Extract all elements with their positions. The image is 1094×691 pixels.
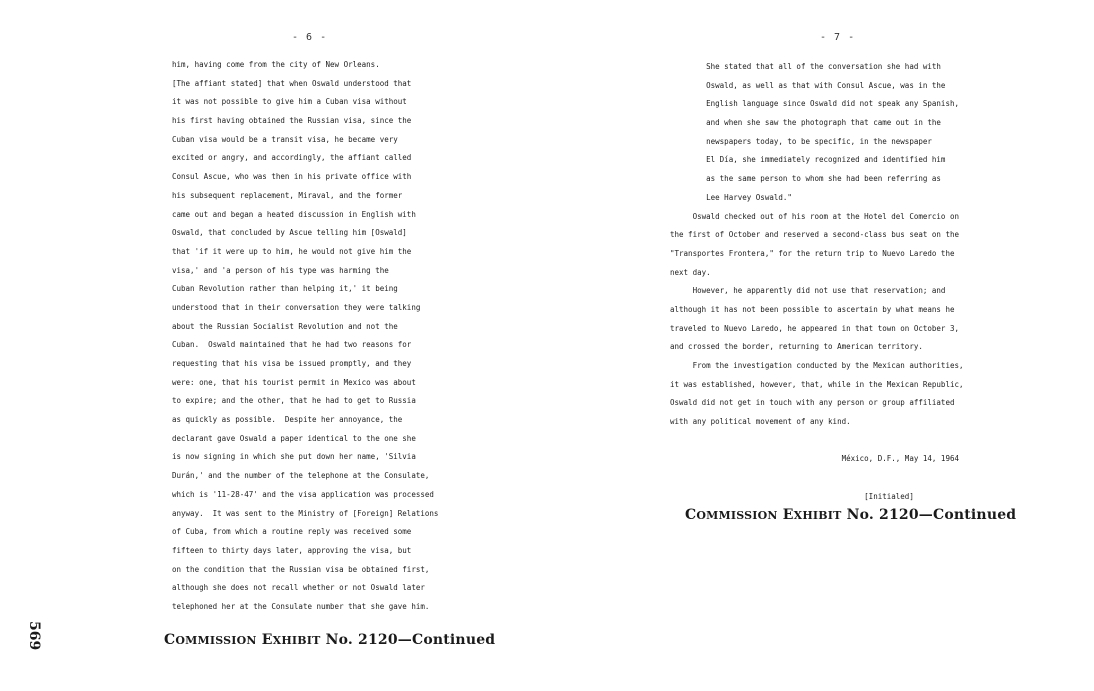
text-line: the first of October and reserved a second-class bus seat on the	[670, 230, 959, 240]
text-line: him, having come from the city of New Orleans.	[172, 60, 380, 69]
text-line: [The affiant stated] that when Oswald understood that	[172, 78, 412, 88]
text-line: Oswald checked out of his room at the Hotel del Comercio on	[670, 211, 959, 221]
text-line	[670, 469, 964, 488]
caption-rest: No. 2120—Continued	[841, 507, 1017, 523]
text-line: anyway. It was sent to the Ministry of [Foreign] Relations	[172, 508, 439, 518]
page-number-left: - 6 -	[292, 32, 328, 43]
text-line: declarant gave Oswald a paper identical to the one she	[172, 433, 416, 443]
text-line: as quickly as possible. Despite her annoyance, the	[172, 415, 403, 425]
text-line: visa,' and 'a person of his type was harming the	[172, 265, 389, 275]
text-line: Cuban Revolution rather than helping it,' it being	[172, 284, 398, 294]
text-line: requesting that his visa be issued promptly, and they	[172, 359, 412, 368]
text-line: excited or angry, and accordingly, the affiant called	[172, 153, 412, 163]
text-line: that 'if it were up to him, he would not give him the	[172, 246, 412, 256]
text-line: next day.	[670, 267, 711, 277]
text-line: came out and began a heated discussion in English with	[172, 209, 416, 219]
text-line: Oswald, as well as that with Consul Ascue, was in the	[670, 80, 946, 90]
text-line: as the same person to whom she had been referring as	[670, 174, 941, 184]
caption-initial: E	[777, 507, 794, 523]
text-line: México, D.F., May 14, 1964	[670, 454, 959, 464]
text-line: although it has not been possible to ascertain by what means he	[670, 304, 955, 314]
text-line: El Día, she immediately recognized and identified him	[670, 155, 946, 165]
text-line: his first having obtained the Russian visa, since the	[172, 116, 412, 126]
text-line: However, he apparently did not use that reservation; and	[670, 286, 946, 296]
caption-rest: No. 2120—Continued	[320, 632, 496, 648]
text-line: Lee Harvey Oswald."	[670, 192, 792, 202]
text-line: She stated that all of the conversation she had with	[670, 62, 941, 71]
right-page	[547, 0, 1094, 691]
text-line: Consul Ascue, who was then in his private office with	[172, 172, 412, 182]
caption-initial: E	[256, 632, 273, 648]
text-line: From the investigation conducted by the Mexican authorities,	[670, 361, 964, 370]
text-line: newspapers today, to be specific, in the newspaper	[670, 136, 932, 146]
text-line: is now signing in which she put down her name, 'Silvia	[172, 452, 416, 462]
text-line: Oswald, that concluded by Ascue telling him [Oswald]	[172, 228, 407, 238]
text-line: which is '11-28-47' and the visa application was processed	[172, 489, 434, 499]
text-line: with any political movement of any kind.	[670, 417, 851, 427]
left-exhibit-caption	[164, 632, 495, 648]
margin-page-number: 569	[26, 621, 42, 651]
text-line: understood that in their conversation they were talking	[172, 302, 421, 312]
text-line: [Initialed]	[670, 491, 914, 501]
text-line: fifteen to thirty days later, approving the visa, but	[172, 545, 412, 555]
left-body-text	[172, 56, 438, 617]
caption-smallcaps: XHIBIT	[272, 634, 321, 647]
text-line: on the condition that the Russian visa be obtained first,	[172, 564, 430, 574]
text-line: it was established, however, that, while in the Mexican Republic,	[670, 379, 964, 389]
text-line: although she does not recall whether or not Oswald later	[172, 583, 425, 593]
text-line	[670, 432, 964, 451]
text-line: were: one, that his tourist permit in Mexico was about	[172, 377, 416, 387]
text-line: Cuban. Oswald maintained that he had two reasons for	[172, 340, 412, 350]
caption-smallcaps: OMMISSION	[696, 509, 778, 522]
caption-smallcaps: OMMISSION	[175, 634, 257, 647]
text-line: "Transportes Frontera," for the return trip to Nuevo Laredo the	[670, 248, 955, 258]
caption-smallcaps: XHIBIT	[793, 509, 842, 522]
caption-initial: C	[164, 632, 176, 648]
text-line: and when she saw the photograph that came out in the	[670, 118, 941, 128]
page-number-right: - 7 -	[820, 32, 856, 43]
text-line: Oswald did not get in touch with any person or group affiliated	[670, 398, 955, 408]
text-line: telephoned her at the Consulate number that she gave him.	[172, 601, 430, 611]
right-exhibit-caption	[685, 507, 1016, 523]
text-line: Durán,' and the number of the telephone at the Consulate,	[172, 471, 430, 481]
text-line: it was not possible to give him a Cuban visa without	[172, 97, 407, 107]
caption-initial: C	[685, 507, 697, 523]
text-line: his subsequent replacement, Miraval, and the former	[172, 190, 403, 200]
text-line: traveled to Nuevo Laredo, he appeared in that town on October 3,	[670, 323, 959, 333]
text-line: about the Russian Socialist Revolution and not the	[172, 321, 398, 331]
text-line: and crossed the border, returning to American territory.	[670, 342, 923, 352]
text-line: English language since Oswald did not speak any Spanish,	[670, 99, 959, 109]
right-body-text	[670, 58, 964, 507]
text-line: Cuban visa would be a transit visa, he became very	[172, 134, 398, 144]
text-line: of Cuba, from which a routine reply was received some	[172, 527, 412, 537]
text-line: to expire; and the other, that he had to get to Russia	[172, 396, 416, 406]
